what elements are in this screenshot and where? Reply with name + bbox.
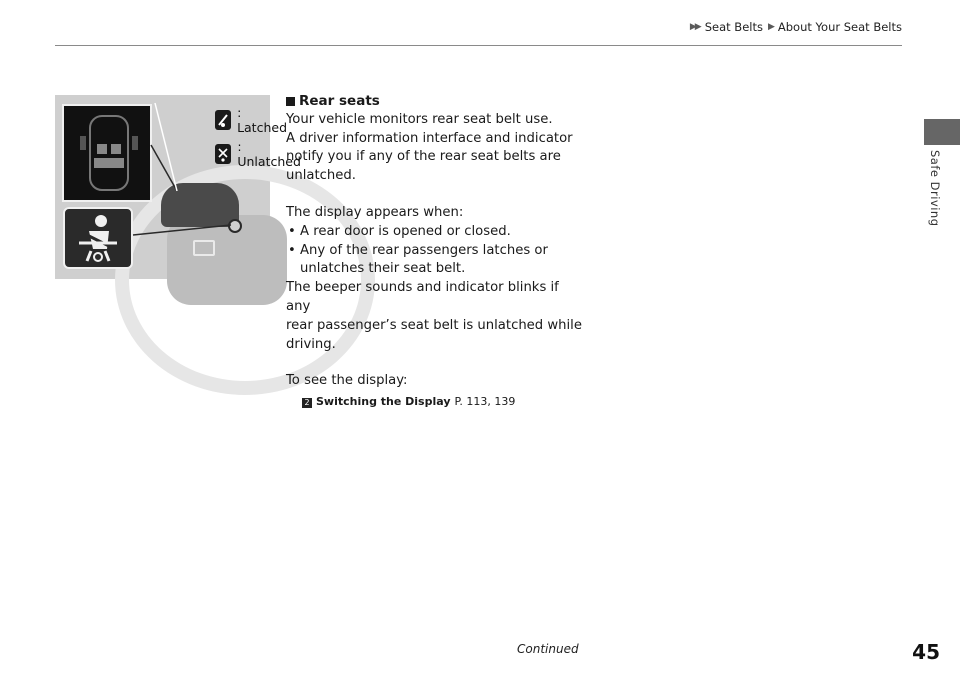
display-conditions-list	[286, 223, 586, 279]
breadcrumb-arrow-icon: ▶▶	[689, 22, 700, 32]
legend-latched	[215, 105, 289, 135]
see-display-text: To see the display:	[286, 373, 408, 389]
cross-reference-link[interactable]	[302, 393, 586, 412]
section-square-icon	[286, 97, 295, 106]
list-item	[286, 242, 586, 280]
legend-unlatched-label: : Unlatched	[237, 139, 301, 169]
section-body	[286, 92, 586, 412]
beeper-line: The beeper sounds and indicator blinks if any	[286, 280, 559, 314]
header-divider	[55, 45, 902, 46]
side-section-label[interactable]: Safe Driving	[928, 150, 942, 227]
unlatched-belt-icon	[215, 144, 231, 164]
intro-line: notify you if any of the rear seat belts are	[286, 149, 561, 165]
bullet-line: A rear door is opened or closed.	[300, 223, 511, 239]
section-heading	[286, 92, 586, 111]
display-intro: The display appears when:	[286, 204, 464, 220]
beeper-line: driving.	[286, 336, 336, 352]
breadcrumb	[690, 20, 902, 34]
reference-arrow-icon: 2	[302, 398, 312, 408]
latched-belt-icon	[215, 110, 231, 130]
bullet-line: Any of the rear passengers latches or	[300, 242, 548, 258]
bullet-line: unlatches their seat belt.	[300, 261, 466, 277]
continued-label: Continued	[517, 642, 579, 656]
intro-line: unlatched.	[286, 168, 356, 184]
intro-line: A driver information interface and indicator	[286, 130, 573, 146]
page-number: 45	[912, 640, 940, 664]
breadcrumb-item-about-seat-belts[interactable]: About Your Seat Belts	[777, 20, 902, 34]
section-tab-marker	[924, 119, 960, 145]
intro-line: Your vehicle monitors rear seat belt use.	[286, 111, 553, 127]
xref-title[interactable]: Switching the Display	[316, 395, 451, 409]
list-item	[286, 223, 586, 242]
legend-latched-label: : Latched	[237, 105, 288, 135]
breadcrumb-item-seat-belts[interactable]: Seat Belts	[704, 20, 763, 34]
breadcrumb-arrow-icon: ▶	[767, 22, 773, 32]
beeper-line: rear passenger’s seat belt is unlatched while	[286, 317, 582, 333]
xref-pages[interactable]: P. 113, 139	[454, 395, 516, 409]
section-title-text: Rear seats	[299, 93, 380, 109]
dashboard-illustration	[55, 95, 301, 279]
